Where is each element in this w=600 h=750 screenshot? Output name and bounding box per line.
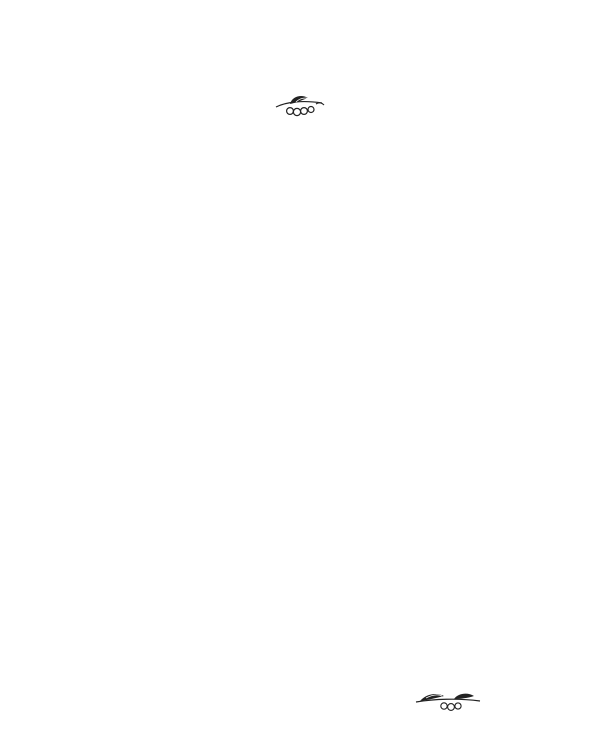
leaf-berry-sprig-icon xyxy=(272,94,328,118)
leaf-berry-sprig-icon xyxy=(414,690,484,712)
